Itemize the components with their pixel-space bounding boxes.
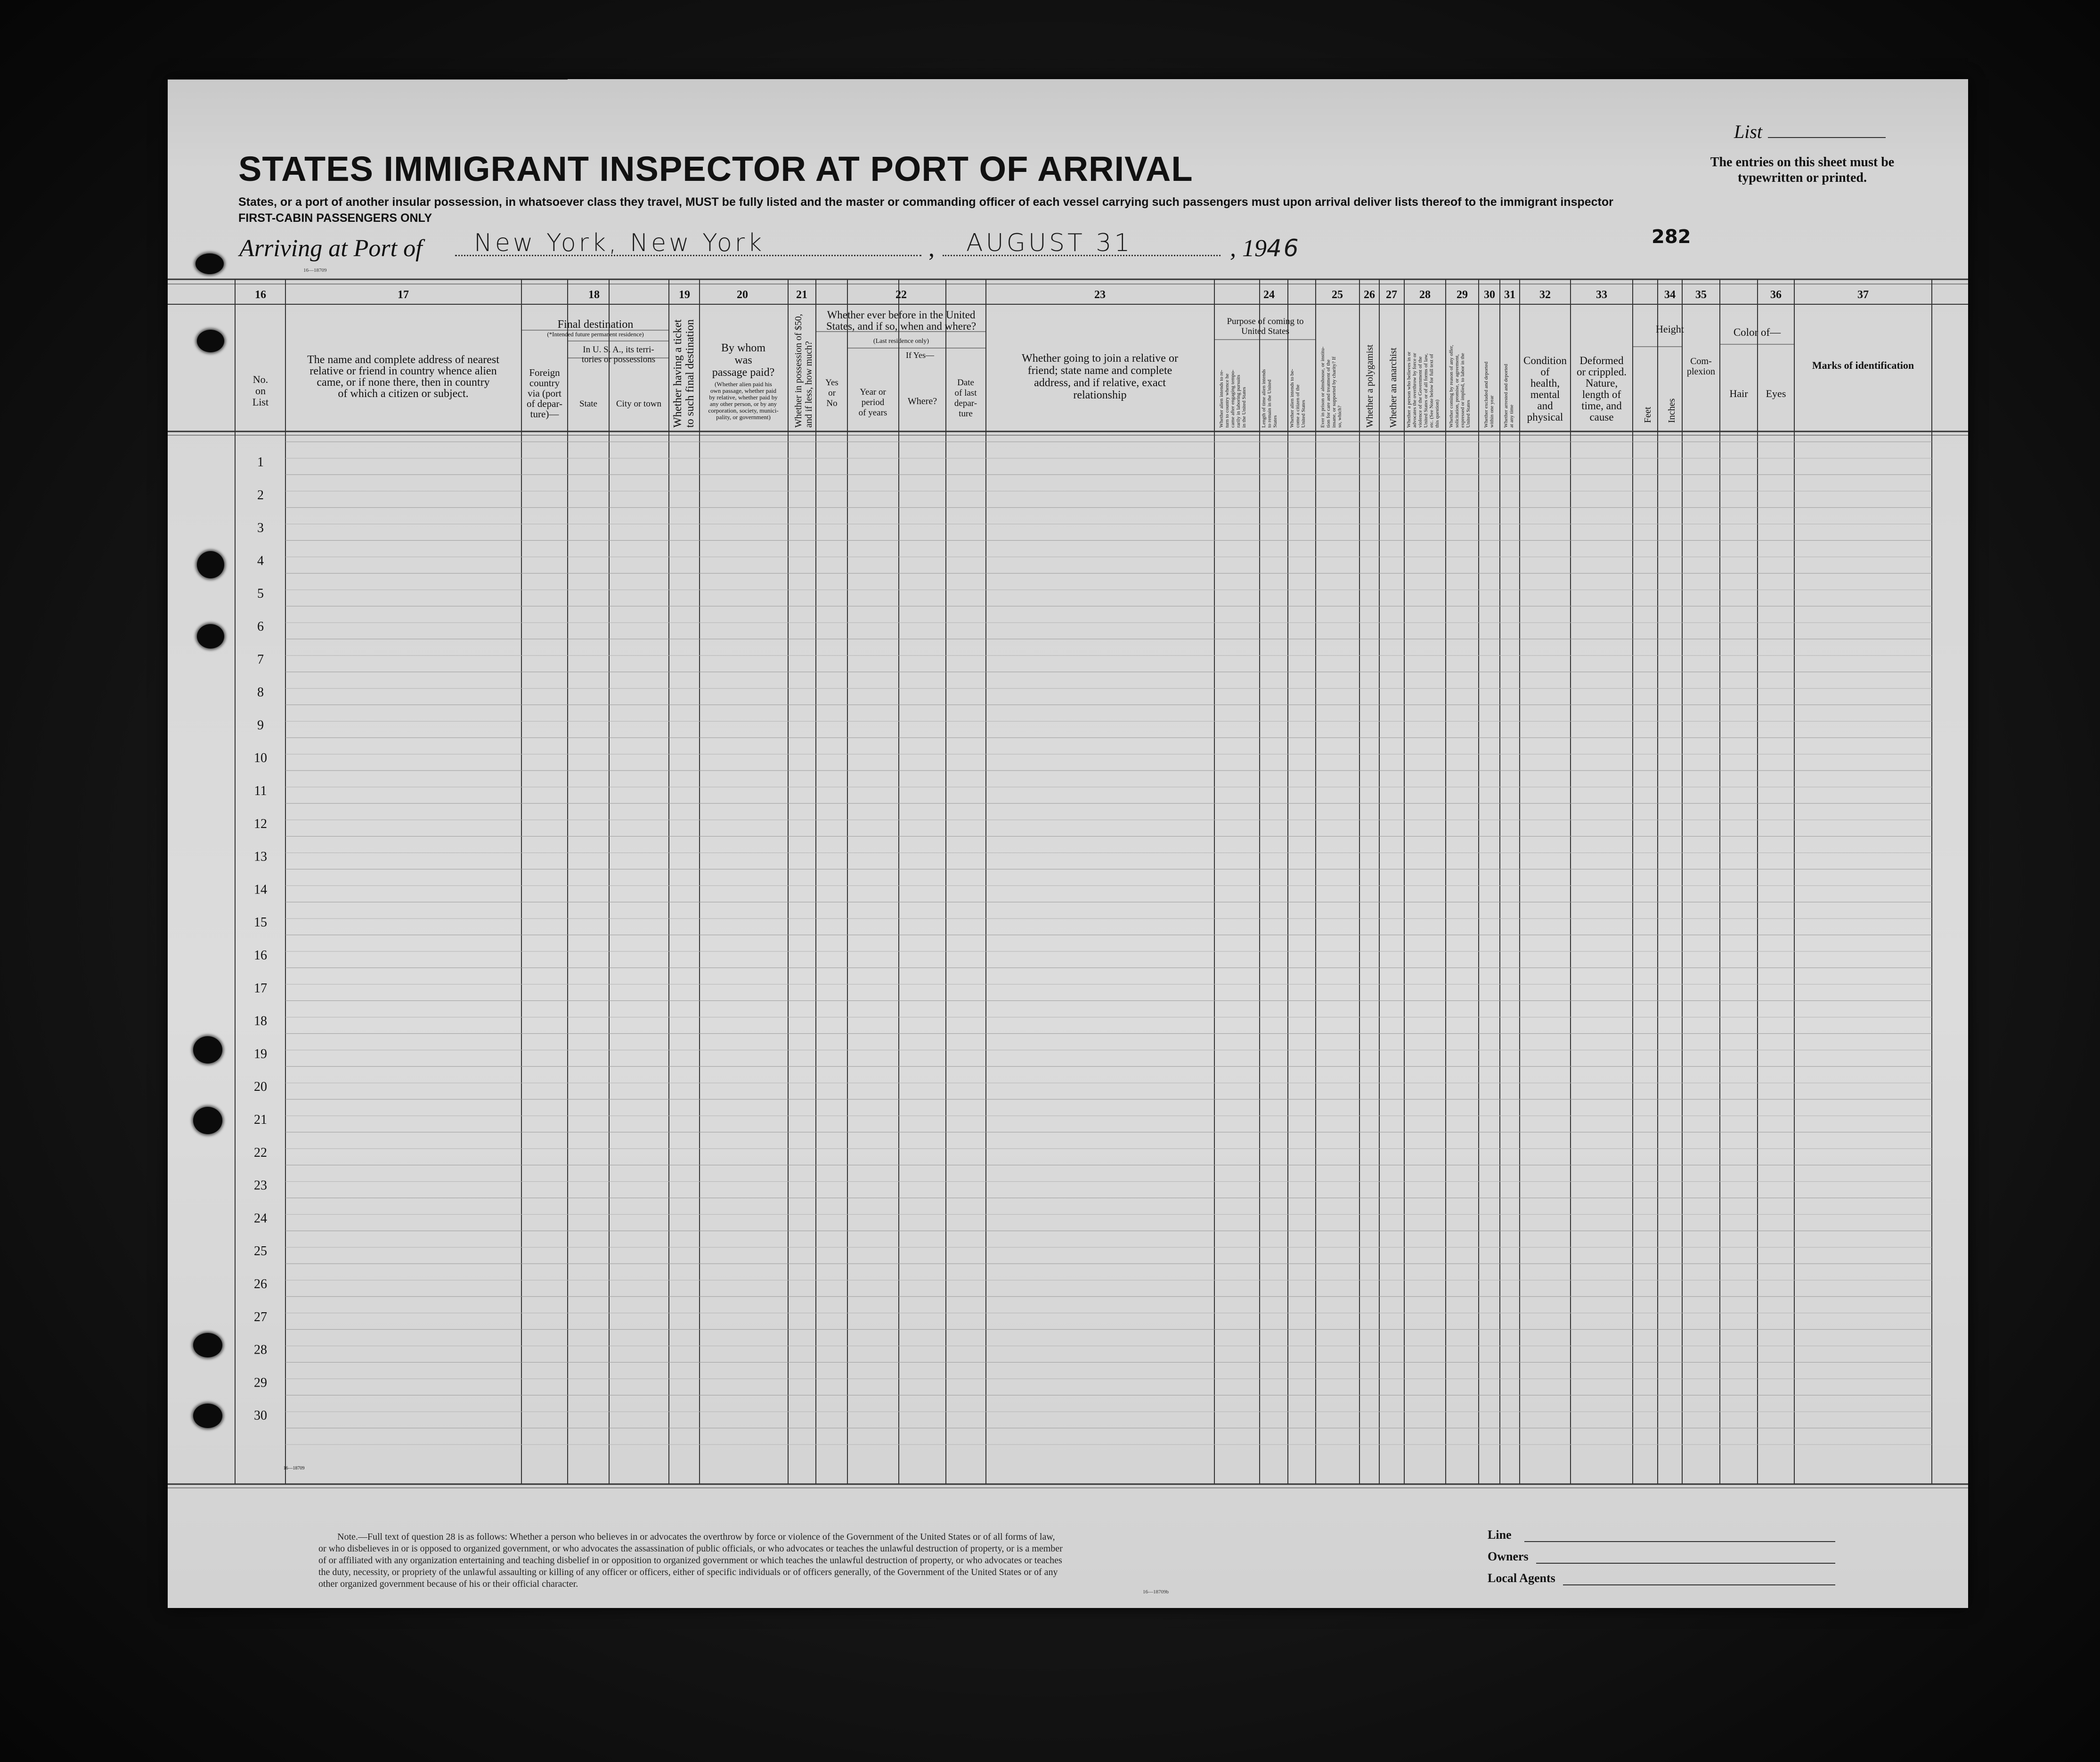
header-prison-almshouse: tion for care and treatment of the: [1326, 359, 1331, 428]
list-label: List: [1734, 121, 1763, 142]
header-if-yes: If Yes—: [905, 350, 935, 360]
page-number: 282: [1652, 226, 1691, 248]
table-headers: [252, 289, 1914, 1471]
form-code-bottom: 16—18709b: [1143, 1589, 1169, 1595]
column-number: 19: [679, 289, 690, 301]
header-purpose-return: in the United States: [1241, 387, 1247, 428]
agents-signature-line: [1563, 1584, 1835, 1585]
header-date-departure: depar-: [954, 398, 977, 408]
header-deformed: Deformed: [1579, 355, 1624, 366]
header-deformed: time, and: [1581, 400, 1622, 412]
header-state: State: [579, 399, 597, 409]
header-overthrow: Whether a person who believes in or: [1406, 351, 1412, 428]
column-number: 22: [895, 289, 907, 301]
row-number: 23: [254, 1178, 267, 1193]
row-number: 18: [254, 1014, 267, 1029]
year-prefix: 19: [1242, 235, 1267, 262]
column-number: 20: [737, 289, 748, 301]
row-number: 21: [254, 1112, 267, 1127]
column-number: 23: [1094, 289, 1106, 301]
header-final-destination-note: (*Intended future permanent residence): [547, 331, 644, 338]
column-number: 36: [1770, 289, 1782, 301]
form-code-table: 16—18709: [283, 1466, 305, 1471]
column-number: 35: [1695, 289, 1707, 301]
header-join-relative: Whether going to join a relative or: [1022, 352, 1178, 365]
row-number: 14: [254, 882, 267, 897]
header-labor-offer: Whether coming by reason of any offer,: [1449, 345, 1454, 428]
row-number: 2: [257, 487, 264, 503]
header-deformed: Nature,: [1585, 377, 1618, 389]
header-anarchist: Whether an anarchist: [1388, 348, 1399, 428]
header-health: Condition: [1523, 355, 1567, 366]
header-overthrow: advocates the overthrow by force or: [1412, 353, 1417, 428]
header-date-departure: ture: [959, 409, 973, 419]
punch-hole: [193, 1404, 222, 1428]
header-overthrow: violence of the Government of the: [1417, 356, 1423, 428]
punch-hole: [193, 1036, 222, 1064]
header-excluded: within one year: [1489, 395, 1495, 428]
header-in-usa: In U. S. A., its terri-: [583, 345, 654, 355]
column-number: 18: [588, 289, 600, 301]
row-number: 6: [257, 619, 264, 634]
punch-hole: [193, 1333, 222, 1357]
row-numbers: [254, 455, 267, 1423]
column-number: 32: [1539, 289, 1551, 301]
arriving-label: Arriving at Port of: [239, 235, 423, 262]
header-prison-almshouse: so, which?: [1337, 405, 1343, 428]
header-passage-note: own passage, whether paid: [710, 387, 777, 394]
header-health: physical: [1527, 411, 1563, 423]
header-before-in-us: Whether ever before in the United: [827, 309, 976, 321]
manifest-sheet: [168, 79, 1968, 1608]
entries-note: The entries on this sheet must be typewritten or printed.: [1710, 155, 1895, 185]
header-ticket: Whether having a ticket: [672, 319, 684, 428]
header-purpose-length: to remain in the United: [1267, 379, 1272, 428]
header-purpose-return: rarily in laboring pursuits: [1236, 374, 1241, 428]
header-labor-offer: expressed or implied, to labor in the: [1460, 353, 1465, 428]
header-hair: Hair: [1729, 388, 1748, 399]
column-number: 26: [1364, 289, 1375, 301]
column-number: 29: [1457, 289, 1468, 301]
local-agents-label: Local Agents: [1488, 1571, 1555, 1585]
header-deported: Whether arrested and deported: [1503, 364, 1509, 428]
year-handwriting: 46: [1267, 235, 1301, 262]
header-nearest-relative: relative or friend in country whence alien: [309, 365, 497, 377]
header-nearest-relative: The name and complete address of nearest: [307, 354, 499, 366]
header-date-departure: Date: [957, 378, 974, 388]
header-purpose: Purpose of coming to: [1227, 317, 1304, 326]
row-number: 27: [254, 1309, 267, 1324]
punch-hole: [193, 1107, 222, 1134]
column-number: 24: [1263, 289, 1275, 301]
header-deported: at any time: [1509, 405, 1514, 428]
comma-1: ,: [928, 235, 935, 262]
line-signature-line: [1524, 1541, 1835, 1542]
row-number: 11: [254, 784, 267, 798]
row-number: 4: [257, 553, 264, 568]
footer-note-line: of or affiliated with any organization entertaining and teaching disbelief in or opposition to organized government or which teaches the unlawful destruction of property, or who advocates or teaches: [318, 1555, 1062, 1566]
row-number: 25: [254, 1244, 267, 1259]
header-passage-note: corporation, society, munici-: [708, 407, 779, 414]
column-number: 16: [255, 289, 266, 301]
column-number: 28: [1419, 289, 1431, 301]
header-deformed: or crippled.: [1576, 366, 1627, 378]
header-purpose-citizen: United States: [1301, 400, 1306, 428]
header-foreign-country: ture)—: [530, 408, 559, 420]
subtitle-line2: FIRST-CABIN PASSENGERS ONLY: [238, 211, 432, 225]
header-passage-paid: passage paid?: [712, 366, 775, 379]
row-number: 13: [254, 849, 267, 864]
column-number: 17: [398, 289, 409, 301]
row-number: 30: [254, 1408, 267, 1423]
header-deformed: cause: [1589, 411, 1614, 423]
header-no-on-list: List: [252, 396, 269, 408]
header-color: Color of—: [1733, 326, 1781, 338]
column-number: 34: [1664, 289, 1676, 301]
header-prison-almshouse: insane, or supported by charity? If: [1331, 357, 1337, 428]
column-number: 30: [1484, 289, 1495, 301]
column-number: 37: [1857, 289, 1869, 301]
header-yes-or-no: or: [828, 388, 836, 398]
header-passage-note: by relative, whether paid by: [709, 394, 778, 401]
header-purpose-return: Whether alien intends to re-: [1219, 370, 1224, 428]
column-number: 33: [1596, 289, 1607, 301]
row-number: 12: [254, 816, 267, 831]
row-number: 17: [254, 981, 267, 996]
header-no-on-list: on: [255, 385, 266, 397]
header-nearest-relative: came, or if none there, then in country: [317, 376, 490, 389]
header-purpose-return: turn to country whence he: [1224, 374, 1230, 428]
header-health: of: [1540, 366, 1550, 378]
row-number: 7: [257, 652, 264, 667]
owners-label: Owners: [1488, 1550, 1529, 1563]
line-label: Line: [1488, 1528, 1512, 1542]
header-years: period: [861, 398, 885, 407]
header-passage-paid: was: [734, 354, 752, 366]
header-purpose-citizen: come a citizen of the: [1295, 384, 1301, 428]
row-number: 20: [254, 1080, 267, 1095]
header-in-usa: tories or possessions: [581, 355, 656, 365]
header-purpose-citizen: Whether alien intends to be-: [1289, 369, 1295, 428]
header-purpose-return: came after engaging tempo-: [1230, 369, 1236, 428]
header-passage-note: any other person, or by any: [709, 400, 777, 407]
punch-hole: [195, 253, 224, 274]
header-no-on-list: No.: [252, 374, 269, 385]
header-polygamist: Whether a polygamist: [1365, 344, 1375, 428]
owners-signature-line: [1536, 1563, 1835, 1564]
header-yes-or-no: Yes: [825, 378, 838, 388]
footer-note-line: or who disbelieves in or is opposed to organized government, or who advocates the assassination of public officials, or who advocates or teaches the unlawful destruction of property, or is a member: [318, 1543, 1063, 1554]
header-join-relative: friend; state name and complete: [1027, 365, 1172, 377]
header-overthrow: this question): [1434, 399, 1440, 428]
row-number: 8: [257, 685, 264, 700]
footer-note-line: Note.—Full text of question 28 is as follows: Whether a person who believes in or advocates the overthrow by force or violence of the Government of the United States or of all forms of law,: [337, 1532, 1055, 1542]
header-inches: Inches: [1667, 398, 1677, 423]
header-foreign-country: Foreign: [529, 367, 560, 378]
header-overthrow: etc. (See Note below for full text of: [1429, 354, 1434, 428]
header-eyes: Eyes: [1766, 388, 1786, 399]
row-number: 16: [254, 948, 267, 963]
header-purpose: United States: [1241, 326, 1289, 336]
header-prison-almshouse: Ever in prison or almshouse, or institu-: [1320, 346, 1326, 428]
header-ticket: to such final destination: [684, 319, 696, 428]
footer-note-line: the duty, necessity, or propriety of the unlawful assaulting or killing of any officer or officers, either of specific individuals or of officers generally, of the Government of the United States or of any: [318, 1567, 1058, 1577]
column-number: 31: [1504, 289, 1515, 301]
row-number: 29: [254, 1375, 267, 1390]
punch-hole: [197, 330, 224, 352]
form-code-top: 16—18709: [303, 268, 327, 273]
row-number: 24: [254, 1211, 267, 1226]
header-purpose-length: States: [1272, 415, 1278, 428]
punch-hole: [197, 624, 224, 649]
header-city: City or town: [616, 399, 662, 409]
header-years: Year or: [860, 387, 886, 397]
header-deformed: length of: [1582, 389, 1621, 400]
header-join-relative: address, and if relative, exact: [1034, 377, 1166, 389]
header-final-destination: Final destination: [557, 318, 634, 331]
year-field: , 1946: [1230, 235, 1301, 262]
header-fifty-dollars: Whether in possession of $50,: [793, 314, 804, 428]
header-marks: Marks of identification: [1812, 359, 1914, 371]
header-passage-note: pality, or government): [716, 414, 771, 421]
header-complexion: Com-: [1690, 356, 1712, 366]
header-complexion: plexion: [1687, 366, 1715, 377]
row-number: 26: [254, 1277, 267, 1291]
manifest-table: [168, 79, 1968, 1608]
header-foreign-country: of depar-: [527, 398, 562, 409]
header-last-residence: (Last residence only): [873, 338, 929, 345]
row-number: 9: [257, 718, 264, 733]
header-nearest-relative: of which a citizen or subject.: [338, 388, 469, 400]
header-passage-note: (Whether alien paid his: [715, 381, 772, 388]
header-years: of years: [858, 408, 887, 418]
subtitle-line1: States, or a port of another insular possession, in whatsoever class they travel, MUST be fully listed and the master or commanding officer of each vessel carrying such passengers must upon arrival deliver lists thereof to the immigrant inspector: [238, 195, 1613, 209]
row-number: 28: [254, 1342, 267, 1357]
header-overthrow: United States or of all forms of law,: [1423, 353, 1429, 428]
row-number: 15: [254, 915, 267, 930]
header-passage-paid: By whom: [721, 342, 766, 354]
header-feet: Feet: [1643, 406, 1653, 423]
header-health: health,: [1530, 377, 1560, 389]
row-number: 5: [257, 586, 264, 601]
header-height: Height: [1656, 323, 1684, 335]
row-number: 10: [254, 751, 267, 766]
header-health: and: [1537, 400, 1553, 412]
header-date-departure: of last: [954, 388, 977, 398]
row-number: 19: [254, 1047, 267, 1062]
header-yes-or-no: No: [826, 398, 838, 408]
column-number: 21: [796, 289, 807, 301]
header-labor-offer: solicitation, promise, or agreement,: [1454, 354, 1460, 428]
column-number: 27: [1386, 289, 1397, 301]
header-where: Where?: [907, 396, 937, 406]
row-number: 22: [254, 1145, 267, 1160]
page-title: STATES IMMIGRANT INSPECTOR AT PORT OF ARRIVAL: [238, 149, 1193, 188]
header-before-in-us: States, and if so, when and where?: [826, 320, 977, 332]
header-purpose-length: Length of time alien intends: [1261, 369, 1267, 428]
date-handwriting: AUGUST 31: [966, 229, 1133, 257]
footer-note: [318, 1531, 1430, 1590]
header-fifty-dollars: and if less, how much?: [804, 341, 814, 428]
header-join-relative: relationship: [1073, 389, 1127, 401]
row-number: 1: [257, 455, 264, 470]
column-number: 25: [1332, 289, 1343, 301]
row-number: 3: [257, 520, 264, 536]
port-handwriting: New York, New York: [474, 229, 765, 257]
header-foreign-country: via (port: [528, 388, 562, 399]
header-excluded: Whether excluded and deported: [1483, 361, 1489, 428]
footer-note-line: other organized government because of his or their official character.: [318, 1579, 578, 1589]
punch-hole: [197, 551, 224, 578]
header-labor-offer: United States: [1465, 400, 1471, 428]
header-health: mental: [1530, 389, 1560, 400]
header-foreign-country: country: [529, 377, 560, 389]
